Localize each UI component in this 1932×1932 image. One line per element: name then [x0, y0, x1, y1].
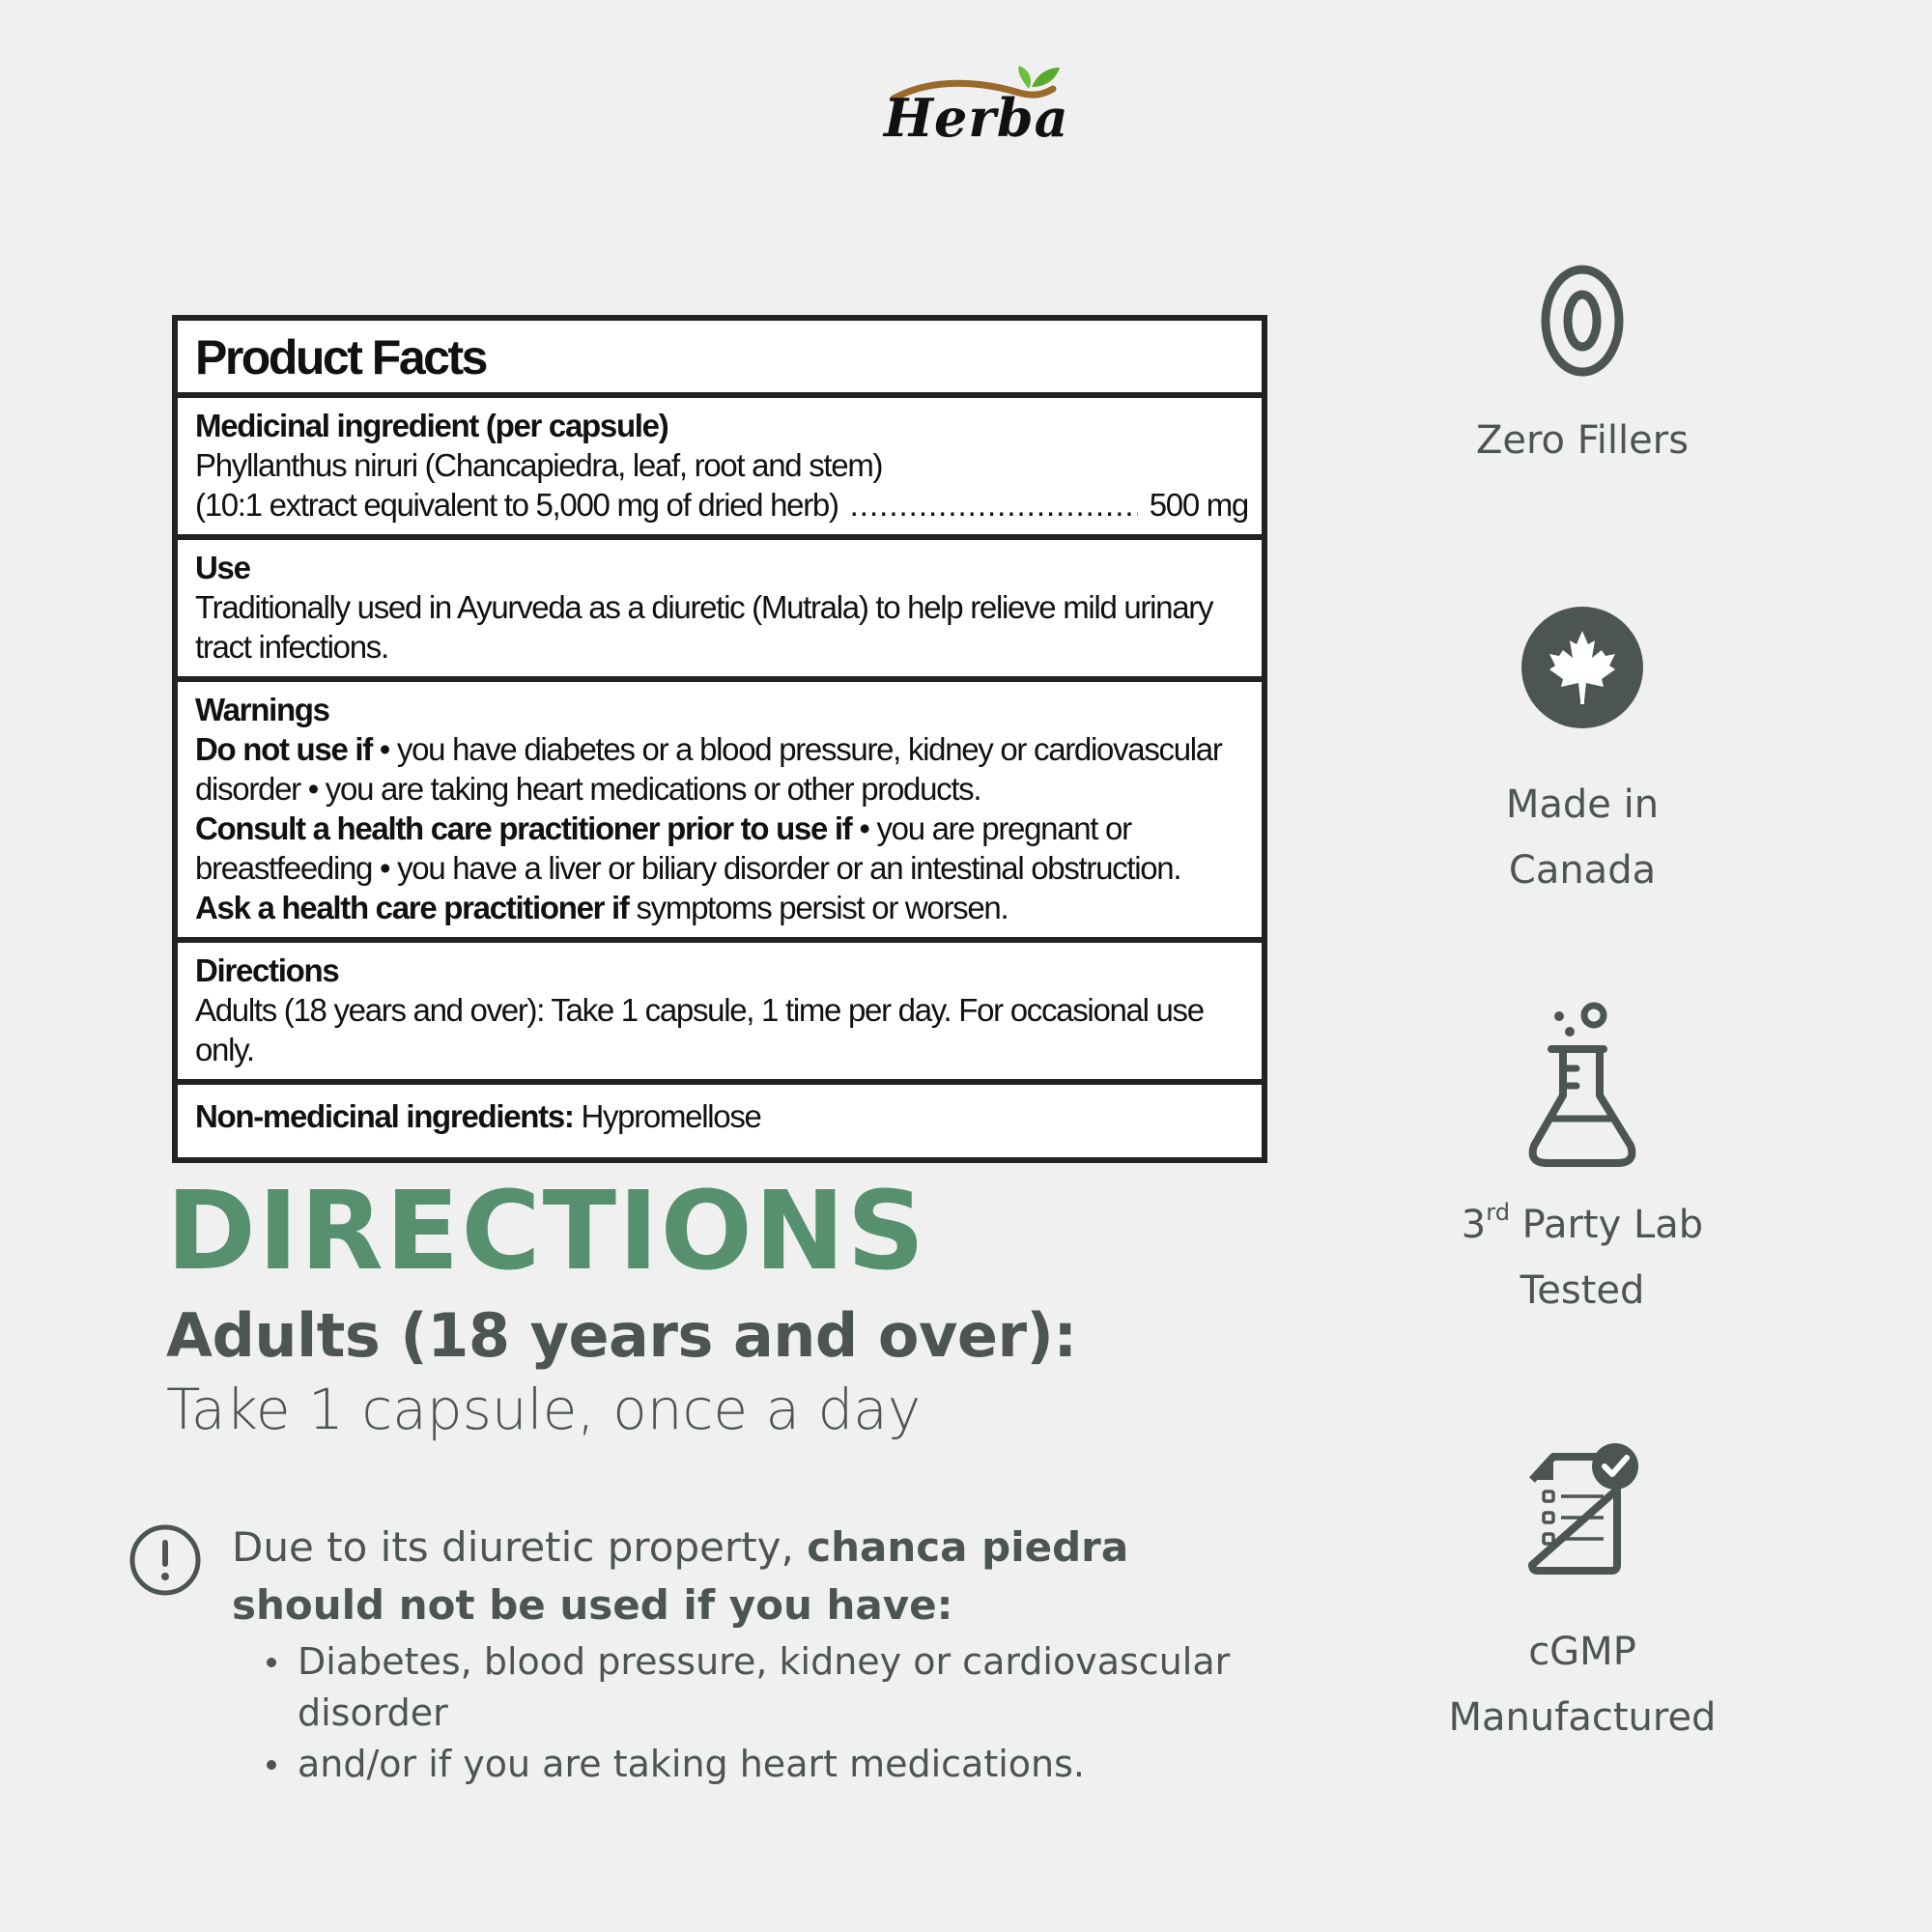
badge-label-line-2: Tested: [1520, 1268, 1645, 1313]
maple-leaf-icon: [1520, 606, 1644, 729]
warning-list-item: Diabetes, blood pressure, kidney or cardiovascular disorder: [263, 1636, 1306, 1739]
non-medicinal-value: Hypromellose: [573, 1098, 761, 1134]
use-heading: Use: [195, 550, 250, 585]
medicinal-heading: Medicinal ingredient (per capsule): [195, 408, 668, 443]
flask-icon: [1524, 1001, 1640, 1175]
checklist-icon: [1524, 1441, 1640, 1577]
facts-directions-heading: Directions: [195, 952, 339, 988]
badge-lab-tested: [1379, 1001, 1785, 1323]
product-facts-panel: [172, 315, 1267, 1163]
warning-intro: Due to its diuretic property,: [232, 1523, 808, 1571]
warnings-ask: [195, 888, 1248, 927]
ordinal-suffix: rd: [1486, 1199, 1510, 1226]
badge-label-line-2: Canada: [1508, 848, 1657, 893]
brand-wordmark: Herba: [884, 87, 1069, 149]
badge-label-line-1: Made in: [1505, 782, 1660, 827]
consult-label: Consult a health care practitioner prior to use if: [195, 810, 852, 846]
warning-list-item: and/or if you are taking heart medications.: [263, 1739, 1306, 1790]
herba-logo: [874, 60, 1067, 147]
badge-label-line-1: cGMP: [1528, 1630, 1636, 1674]
badge-made-in-canada: [1379, 606, 1785, 903]
warnings-section: [178, 676, 1262, 937]
directions-subtitle: Adults (18 years and over):: [166, 1300, 1077, 1371]
non-medicinal-label: Non-medicinal ingredients:: [195, 1098, 574, 1134]
dot-leader: [850, 485, 1138, 525]
badge-label: Zero Fillers: [1475, 418, 1690, 463]
use-text: Traditionally used in Ayurveda as a diuretic (Mutrala) to help relieve mild urinary tract infections.: [195, 589, 1213, 665]
medicinal-line-2-row: [195, 485, 1248, 525]
warning-bold: chanca piedra should not be used if you have:: [232, 1523, 1129, 1629]
badge-label-line-1: [1379, 1192, 1785, 1258]
warning-list: [263, 1636, 1306, 1790]
ask-label: Ask a health care practitioner if: [195, 890, 629, 925]
medicinal-line-2: (10:1 extract equivalent to 5,000 mg of dried herb): [195, 487, 838, 523]
zero-icon: [1539, 263, 1626, 379]
directions-body: Take 1 capsule, once a day: [166, 1377, 922, 1442]
ordinal-number: 3: [1461, 1203, 1487, 1247]
product-facts-title: Product Facts: [195, 330, 486, 384]
badge-label-line-2: Manufactured: [1448, 1695, 1717, 1740]
warnings-consult: [195, 809, 1229, 888]
non-medicinal-section: [178, 1079, 1262, 1157]
medicinal-ingredient-section: [178, 392, 1262, 534]
medicinal-amount: 500 mg: [1149, 487, 1248, 523]
facts-directions-section: [178, 937, 1262, 1079]
facts-directions-text: Adults (18 years and over): Take 1 capsule, 1 time per day. For occasional use only.: [195, 992, 1204, 1067]
warning-note-text: [232, 1519, 1294, 1634]
exclamation-circle-icon: [128, 1522, 203, 1598]
do-not-use-text: • you have diabetes or a blood pressure, kidney or cardiovascular disorder • you are taking heart medications or other products.: [195, 731, 1222, 807]
badge-zero-fillers: [1379, 263, 1785, 473]
warnings-heading: Warnings: [195, 692, 329, 727]
ask-text: symptoms persist or worsen.: [628, 890, 1009, 925]
badge-label-rest: Party Lab: [1509, 1203, 1704, 1247]
warnings-do-not-use: [195, 729, 1229, 809]
use-section: [178, 534, 1262, 676]
consult-text: • you are pregnant or breastfeeding • you have a liver or biliary disorder or an intestinal obstruction.: [195, 810, 1181, 886]
medicinal-line-1: Phyllanthus niruri (Chancapiedra, leaf, root and stem): [195, 447, 883, 483]
badge-cgmp: [1379, 1441, 1785, 1750]
directions-title: DIRECTIONS: [166, 1169, 927, 1294]
do-not-use-label: Do not use if: [195, 731, 372, 767]
